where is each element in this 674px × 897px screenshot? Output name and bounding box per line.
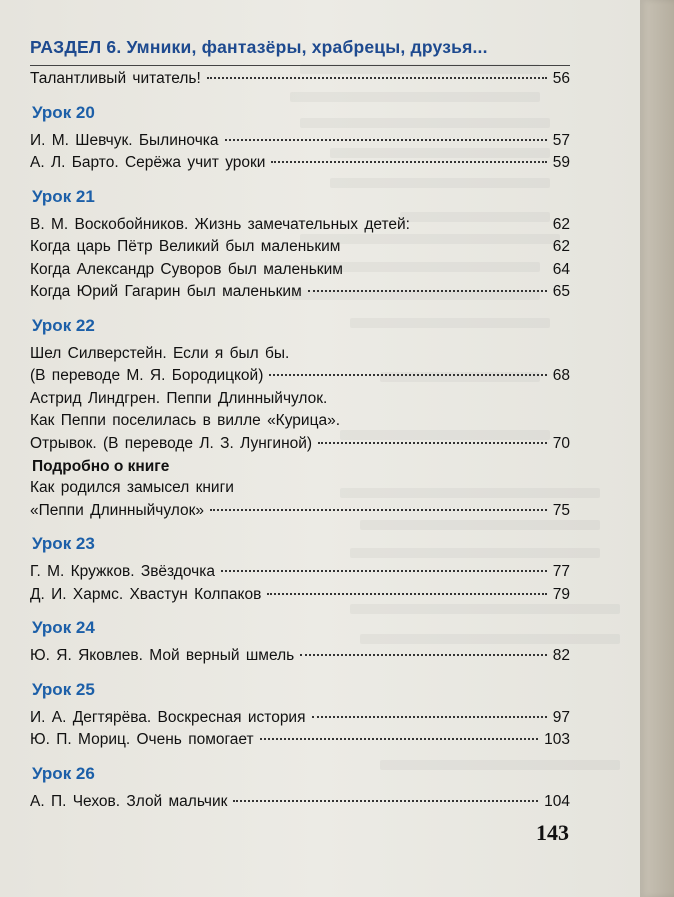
toc-entry-page: 56 (552, 70, 570, 87)
toc-entry (30, 281, 570, 304)
toc-entry-page: 70 (552, 434, 570, 452)
lesson-heading: Урок 21 (32, 186, 95, 206)
toc-entry (30, 791, 570, 814)
toc-entry (30, 707, 570, 730)
toc-entry-page: 97 (552, 708, 570, 726)
toc-entry-page: 65 (552, 283, 570, 300)
page-number: 143 (536, 820, 569, 845)
dot-leader (267, 593, 546, 595)
toc-entry-page: 82 (552, 647, 570, 664)
toc-entry-title: Г. М. Кружков. Звёздочка (30, 563, 215, 580)
toc-entry-page: 68 (552, 367, 570, 384)
dot-leader (210, 509, 547, 511)
toc-entry-page: 103 (544, 731, 570, 748)
dot-leader (207, 77, 547, 79)
toc-entry-title: А. Л. Барто. Серёжа учит уроки (30, 154, 266, 171)
lesson-heading: Урок 26 (32, 763, 95, 783)
section-rule (30, 65, 570, 66)
toc-entry (30, 214, 570, 237)
dot-leader (300, 654, 547, 656)
toc-entry-title: А. П. Чехов. Злой мальчик (30, 792, 228, 810)
lesson-heading: Урок 23 (32, 534, 95, 553)
dot-leader (269, 374, 546, 376)
toc-entry-title: И. А. Дегтярёва. Воскресная история (30, 708, 306, 726)
toc-entry-page: 62 (552, 238, 570, 255)
dot-leader (318, 442, 547, 444)
dot-leader (346, 245, 546, 247)
dot-leader (225, 139, 547, 141)
dot-leader (271, 161, 546, 163)
toc-entry-line: Астрид Линдгрен. Пеппи Длинныйчулок. (30, 389, 328, 407)
dot-leader (260, 738, 539, 740)
toc-entry-page: 57 (552, 131, 570, 149)
toc-entry-page: 77 (552, 563, 570, 580)
toc-entry-title: Отрывок. (В переводе Л. З. Лунгиной) (30, 434, 313, 452)
toc-entry-page: 62 (552, 215, 570, 233)
table-of-contents (30, 36, 570, 813)
toc-entry-title: Когда Александр Суворов был маленьким (30, 260, 343, 278)
toc-entry (30, 236, 570, 259)
toc-entry (30, 584, 570, 607)
dot-leader (312, 716, 547, 718)
subheading-about-book: Подробно о книге (32, 458, 170, 475)
lesson-heading: Урок 25 (32, 679, 95, 699)
lesson-heading: Урок 24 (32, 618, 95, 637)
toc-entry-title: И. М. Шевчук. Былиночка (30, 131, 219, 149)
toc-entry-title: Ю. П. Мориц. Очень помогает (30, 731, 254, 748)
toc-entry-title: В. М. Воскобойников. Жизнь замечательных детей: (30, 215, 410, 233)
toc-entry (30, 729, 570, 752)
toc-entry-page: 79 (552, 585, 570, 603)
lesson-heading: Урок 22 (32, 315, 95, 335)
toc-entry-page: 75 (552, 501, 570, 519)
toc-entry-title: Ю. Я. Яковлев. Мой верный шмель (30, 647, 295, 664)
toc-entry-line: Как родился замысел книги (30, 479, 234, 496)
toc-entry-title: Д. И. Хармс. Хвастун Колпаков (30, 585, 262, 603)
toc-entry (30, 500, 570, 523)
toc-entry-title: (В переводе М. Я. Бородицкой) (30, 367, 264, 384)
toc-entry-page: 104 (544, 792, 570, 810)
dot-leader (221, 570, 547, 572)
toc-entry-page: 64 (552, 260, 570, 278)
toc-entry-line: Шел Силверстейн. Если я был бы. (30, 344, 290, 362)
lesson-heading: Урок 20 (32, 102, 95, 122)
book-spine-edge (640, 0, 674, 897)
toc-entry (30, 433, 570, 456)
toc-entry-title: Когда царь Пётр Великий был маленьким (30, 238, 341, 255)
toc-entry-title: Когда Юрий Гагарин был маленьким (30, 283, 302, 300)
toc-entry (30, 365, 570, 388)
section-title: РАЗДЕЛ 6. Умники, фантазёры, храбрецы, друзья... (30, 37, 488, 57)
toc-entry (30, 645, 570, 668)
dot-leader (308, 290, 547, 292)
toc-entry-title: «Пеппи Длинныйчулок» (30, 501, 204, 519)
dot-leader (233, 800, 538, 802)
toc-entry (30, 259, 570, 282)
toc-entry (30, 68, 570, 91)
dot-leader (416, 223, 547, 225)
toc-entry (30, 561, 570, 584)
toc-entry (30, 152, 570, 175)
toc-entry (30, 130, 570, 153)
toc-entry-line: Как Пеппи поселилась в вилле «Курица». (30, 412, 340, 429)
toc-entry-page: 59 (552, 154, 570, 171)
dot-leader (349, 268, 547, 270)
toc-entry-title: Талантливый читатель! (30, 70, 201, 87)
